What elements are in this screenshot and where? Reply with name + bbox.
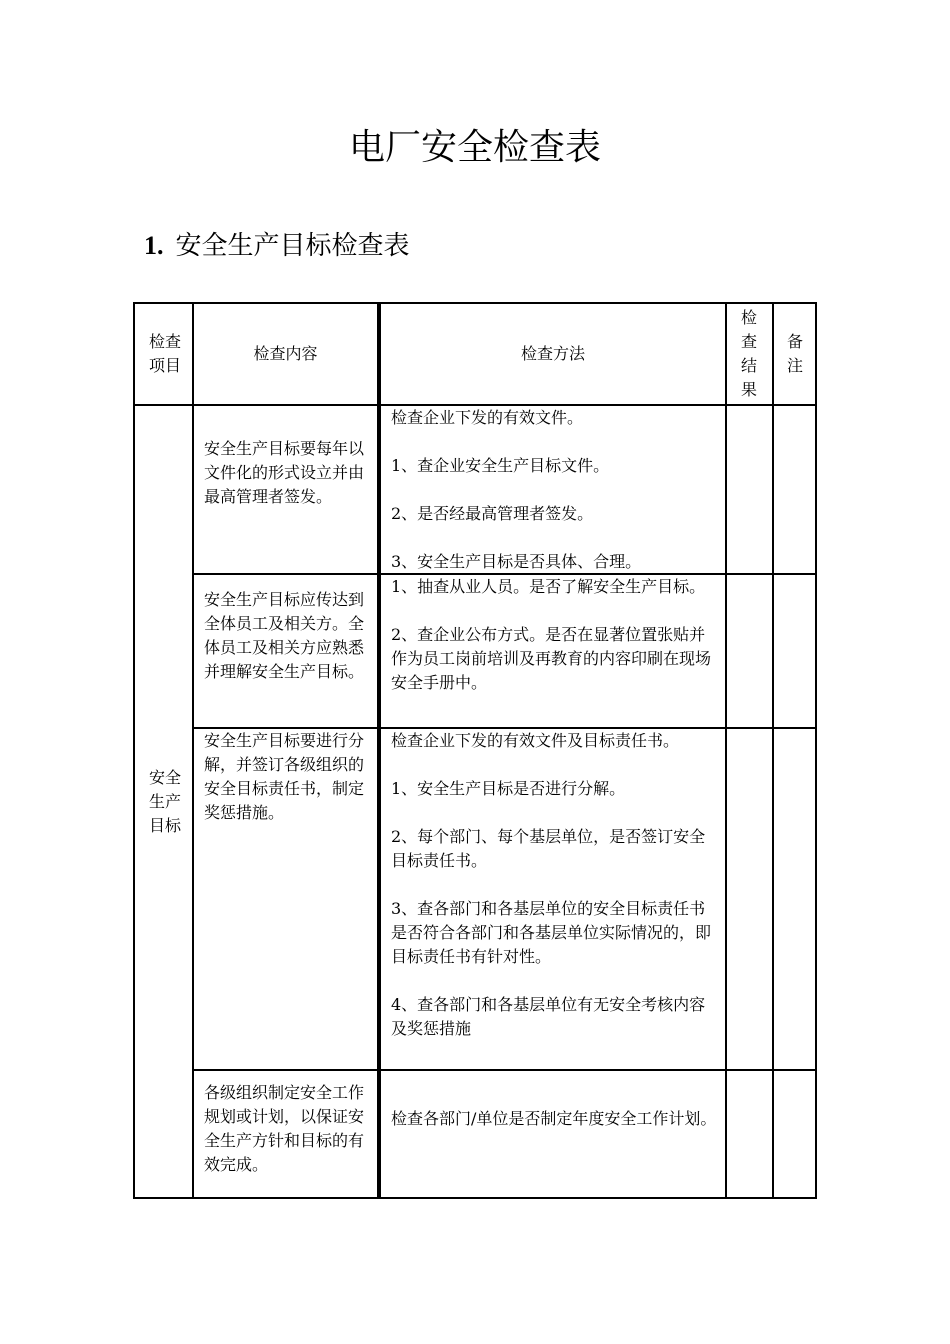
remark-cell[interactable] [774,1071,815,1197]
result-cell[interactable] [727,1071,772,1197]
header-item [143,304,187,404]
header-result [738,304,760,404]
header-remark-label: 备注 [786,332,803,375]
result-cell[interactable] [727,406,772,573]
row-1-content [194,437,377,509]
method-line: 2、每个部门、每个基层单位，是否签订安全目标责任书。 [391,827,706,870]
method-line: 3、安全生产目标是否具体、合理。 [391,552,642,571]
method-line: 2、查企业公布方式。是否在显著位置张贴并作为员工岗前培训及再教育的内容印刷在现场安全手册中。 [391,625,712,692]
method-line: 1、查企业安全生产目标文件。 [391,456,610,475]
result-cell[interactable] [727,729,772,1069]
remark-cell[interactable] [774,406,815,573]
header-content-label: 检查内容 [253,344,318,363]
method-line: 3、查各部门和各基层单位的安全目标责任书是否符合各部门和各基层单位实际情况的，即目标责任书有针对性。 [391,899,712,966]
item-cell [143,406,187,1197]
method-line: 4、查各部门和各基层单位有无安全考核内容及奖惩措施 [391,995,706,1038]
row-content-text: 安全生产目标要每年以文件化的形式设立并由最高管理者签发。 [204,439,365,506]
section-number: 1. [144,231,164,260]
header-result-label: 检查结果 [740,308,757,399]
method-line: 检查企业下发的有效文件及目标责任书。 [391,731,680,750]
remark-cell[interactable] [774,575,815,727]
row-2-content [194,588,377,684]
row-1-method [381,406,725,574]
header-item-label: 检查项目 [148,332,181,375]
row-3-content [194,729,377,825]
row-divider [192,1069,815,1071]
method-line: 2、是否经最高管理者签发。 [391,504,594,523]
document-title: 电厂安全检查表 [348,127,601,168]
method-line: 1、安全生产目标是否进行分解。 [391,779,626,798]
section-heading [144,226,410,266]
header-content [194,304,377,404]
row-4-method [381,1107,725,1131]
method-line: 1、抽查从业人员。是否了解安全生产目标。 [391,577,706,596]
row-content-text: 安全生产目标要进行分解，并签订各级组织的安全目标责任书，制定奖惩措施。 [204,731,365,822]
row-4-content [194,1081,377,1177]
row-3-method [381,729,725,1041]
row-2-method [381,575,725,695]
method-line: 检查企业下发的有效文件。 [391,408,584,427]
row-content-text: 安全生产目标应传达到全体员工及相关方。全体员工及相关方应熟悉并理解安全生产目标。 [204,590,365,681]
header-remark [784,304,806,404]
header-method-label: 检查方法 [520,344,585,363]
inspection-table [133,302,817,1199]
method-line: 检查各部门/单位是否制定年度安全工作计划。 [391,1109,717,1128]
item-label: 安全生产目标 [148,767,181,835]
result-cell[interactable] [727,575,772,727]
section-title: 安全生产目标检查表 [175,231,410,261]
remark-cell[interactable] [774,729,815,1069]
row-content-text: 各级组织制定安全工作规划或计划，以保证安全生产方针和目标的有效完成。 [204,1083,365,1174]
header-method [381,304,725,404]
